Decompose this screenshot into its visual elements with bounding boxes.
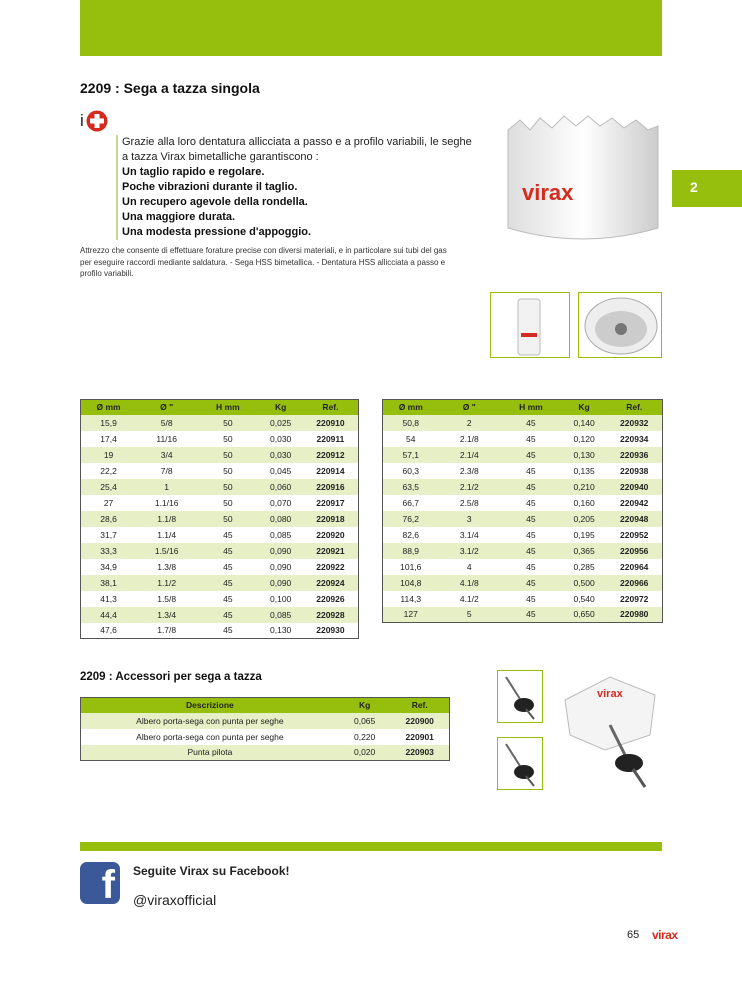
table-row bbox=[81, 745, 450, 761]
table-cell: 0,020 bbox=[339, 745, 391, 761]
table-cell: 11/16 bbox=[136, 431, 197, 447]
table-row bbox=[81, 543, 359, 559]
table-cell: 76,2 bbox=[383, 511, 439, 527]
ref-cell: 220901 bbox=[390, 729, 449, 745]
table-cell: 45 bbox=[500, 575, 562, 591]
ref-cell: 220966 bbox=[606, 575, 662, 591]
table-cell: 50,8 bbox=[383, 415, 439, 431]
table-cell: 60,3 bbox=[383, 463, 439, 479]
ref-cell: 220980 bbox=[606, 607, 662, 623]
table-cell: 45 bbox=[500, 591, 562, 607]
table-row bbox=[383, 607, 663, 623]
table-cell: 0,025 bbox=[258, 415, 302, 431]
chapter-tab: 2 bbox=[672, 170, 742, 207]
ref-cell: 220938 bbox=[606, 463, 662, 479]
column-header: Descrizione bbox=[81, 698, 339, 713]
table-cell: 38,1 bbox=[81, 575, 137, 591]
hole-saw-table-right bbox=[382, 399, 663, 623]
virax-logo: virax bbox=[652, 928, 678, 942]
feature-item: Un recupero agevole della rondella. bbox=[122, 196, 308, 208]
table-cell: 1.1/4 bbox=[136, 527, 197, 543]
ref-cell: 220932 bbox=[606, 415, 662, 431]
ref-cell: 220914 bbox=[303, 463, 359, 479]
table-cell: 47,6 bbox=[81, 623, 137, 639]
table-row bbox=[81, 713, 450, 729]
table-cell: 0,500 bbox=[562, 575, 607, 591]
table-row bbox=[81, 607, 359, 623]
ref-cell: 220930 bbox=[303, 623, 359, 639]
table-row bbox=[81, 559, 359, 575]
table-cell: 3/4 bbox=[136, 447, 197, 463]
ref-cell: 220920 bbox=[303, 527, 359, 543]
table-cell: 1.3/8 bbox=[136, 559, 197, 575]
table-cell: 0,045 bbox=[258, 463, 302, 479]
table-cell: 0,205 bbox=[562, 511, 607, 527]
table-cell: 0,060 bbox=[258, 479, 302, 495]
table-cell: 63,5 bbox=[383, 479, 439, 495]
table-cell: 45 bbox=[197, 591, 258, 607]
column-header: Ref. bbox=[390, 698, 449, 713]
table-cell: 0,135 bbox=[562, 463, 607, 479]
features-intro: Grazie alla loro dentatura allicciata a passo e a profilo variabili, le seghe a tazza Virax bimetalliche garantiscono : bbox=[122, 136, 472, 163]
table-cell: 0,030 bbox=[258, 447, 302, 463]
ref-cell: 220900 bbox=[390, 713, 449, 729]
table-cell: 104,8 bbox=[383, 575, 439, 591]
table-cell: 0,100 bbox=[258, 591, 302, 607]
column-header: Ø " bbox=[136, 400, 197, 415]
table-cell: 44,4 bbox=[81, 607, 137, 623]
table-cell: 7/8 bbox=[136, 463, 197, 479]
table-cell: 0,030 bbox=[258, 431, 302, 447]
arbor-with-saw-image bbox=[555, 665, 665, 790]
table-cell: 0,210 bbox=[562, 479, 607, 495]
column-header: Kg bbox=[258, 400, 302, 415]
column-header: Ø " bbox=[439, 400, 501, 415]
table-row bbox=[81, 431, 359, 447]
table-cell: 45 bbox=[500, 415, 562, 431]
hole-saw-image bbox=[500, 100, 665, 250]
table-row bbox=[81, 527, 359, 543]
ref-cell: 220942 bbox=[606, 495, 662, 511]
info-letter: i bbox=[80, 111, 84, 130]
ref-cell: 220912 bbox=[303, 447, 359, 463]
feature-item: Poche vibrazioni durante il taglio. bbox=[122, 181, 298, 193]
table-cell: 101,6 bbox=[383, 559, 439, 575]
table-row bbox=[81, 591, 359, 607]
table-cell: 0,085 bbox=[258, 607, 302, 623]
footer-bar bbox=[80, 842, 662, 851]
table-cell: 3.1/4 bbox=[439, 527, 501, 543]
table-row bbox=[81, 511, 359, 527]
table-cell: 1.7/8 bbox=[136, 623, 197, 639]
column-header: Ref. bbox=[303, 400, 359, 415]
table-cell: 34,9 bbox=[81, 559, 137, 575]
table-row bbox=[383, 575, 663, 591]
table-cell: Albero porta-sega con punta per seghe bbox=[81, 713, 339, 729]
table-row bbox=[81, 463, 359, 479]
ref-cell: 220972 bbox=[606, 591, 662, 607]
table-cell: 50 bbox=[197, 511, 258, 527]
table-cell: 45 bbox=[500, 607, 562, 623]
table-cell: Albero porta-sega con punta per seghe bbox=[81, 729, 339, 745]
table-cell: 50 bbox=[197, 479, 258, 495]
info-marker bbox=[80, 110, 108, 132]
ref-cell: 220934 bbox=[606, 431, 662, 447]
ref-cell: 220948 bbox=[606, 511, 662, 527]
table-cell: 3 bbox=[439, 511, 501, 527]
table-cell: 45 bbox=[197, 543, 258, 559]
table-cell: 45 bbox=[197, 607, 258, 623]
table-cell: 4.1/2 bbox=[439, 591, 501, 607]
hole-saw-table-left bbox=[80, 399, 359, 639]
table-cell: 0,085 bbox=[258, 527, 302, 543]
column-header: Ref. bbox=[606, 400, 662, 415]
table-row bbox=[81, 495, 359, 511]
table-cell: 15,9 bbox=[81, 415, 137, 431]
table-cell: 27 bbox=[81, 495, 137, 511]
table-cell: 2 bbox=[439, 415, 501, 431]
page-title: 2209 : Sega a tazza singola bbox=[80, 80, 260, 96]
page-number: 65 bbox=[627, 929, 640, 941]
table-row bbox=[383, 495, 663, 511]
table-cell: 0,070 bbox=[258, 495, 302, 511]
table-cell: 45 bbox=[500, 559, 562, 575]
column-header: Ø mm bbox=[383, 400, 439, 415]
table-cell: Punta pilota bbox=[81, 745, 339, 761]
table-row bbox=[81, 575, 359, 591]
table-cell: 0,650 bbox=[562, 607, 607, 623]
table-cell: 1.3/4 bbox=[136, 607, 197, 623]
table-cell: 17,4 bbox=[81, 431, 137, 447]
table-row bbox=[81, 729, 450, 745]
ref-cell: 220917 bbox=[303, 495, 359, 511]
table-cell: 1.5/8 bbox=[136, 591, 197, 607]
table-row bbox=[81, 415, 359, 431]
table-cell: 114,3 bbox=[383, 591, 439, 607]
table-row bbox=[383, 431, 663, 447]
table-cell: 19 bbox=[81, 447, 137, 463]
accessories-title: 2209 : Accessori per sega a tazza bbox=[80, 671, 262, 683]
table-cell: 45 bbox=[500, 495, 562, 511]
table-cell: 1.1/2 bbox=[136, 575, 197, 591]
table-cell: 22,2 bbox=[81, 463, 137, 479]
table-cell: 4 bbox=[439, 559, 501, 575]
table-cell: 0,140 bbox=[562, 415, 607, 431]
table-row bbox=[81, 479, 359, 495]
table-header-row bbox=[383, 400, 663, 415]
table-cell: 0,065 bbox=[339, 713, 391, 729]
ref-cell: 220924 bbox=[303, 575, 359, 591]
table-cell: 0,540 bbox=[562, 591, 607, 607]
table-cell: 31,7 bbox=[81, 527, 137, 543]
table-cell: 45 bbox=[197, 623, 258, 639]
facebook-icon[interactable]: f bbox=[80, 862, 120, 904]
table-cell: 1 bbox=[136, 479, 197, 495]
table-cell: 2.1/8 bbox=[439, 431, 501, 447]
table-row bbox=[383, 447, 663, 463]
table-cell: 0,220 bbox=[339, 729, 391, 745]
table-cell: 41,3 bbox=[81, 591, 137, 607]
table-cell: 50 bbox=[197, 415, 258, 431]
ref-cell: 220936 bbox=[606, 447, 662, 463]
table-row bbox=[383, 527, 663, 543]
table-cell: 82,6 bbox=[383, 527, 439, 543]
table-cell: 127 bbox=[383, 607, 439, 623]
table-cell: 2.3/8 bbox=[439, 463, 501, 479]
table-cell: 45 bbox=[500, 463, 562, 479]
ref-cell: 220922 bbox=[303, 559, 359, 575]
table-row bbox=[383, 559, 663, 575]
table-row bbox=[383, 511, 663, 527]
table-header-row bbox=[81, 400, 359, 415]
table-cell: 0,130 bbox=[258, 623, 302, 639]
table-cell: 45 bbox=[500, 543, 562, 559]
table-cell: 45 bbox=[197, 559, 258, 575]
table-cell: 2.5/8 bbox=[439, 495, 501, 511]
hole-saw-thumbnail-small bbox=[490, 292, 570, 358]
ref-cell: 220956 bbox=[606, 543, 662, 559]
table-cell: 0,090 bbox=[258, 543, 302, 559]
facebook-handle[interactable]: @viraxofficial bbox=[133, 892, 217, 908]
svg-text:virax: virax bbox=[597, 688, 623, 700]
accessories-table bbox=[80, 697, 450, 761]
header-bar bbox=[80, 0, 662, 56]
column-header: Kg bbox=[339, 698, 391, 713]
table-row bbox=[383, 591, 663, 607]
table-header-row bbox=[81, 698, 450, 713]
table-cell: 45 bbox=[500, 447, 562, 463]
product-description: Attrezzo che consente di effettuare forature precise con diversi materiali, e in particolare sui tubi del gas per eseguire raccordi mediante saldatura. - Sega HSS bimetallica. - Dentatura HSS allicciata a passo e profilo variabili. bbox=[80, 246, 447, 278]
table-cell: 1.5/16 bbox=[136, 543, 197, 559]
column-header: Kg bbox=[562, 400, 607, 415]
table-row bbox=[383, 543, 663, 559]
table-cell: 45 bbox=[500, 527, 562, 543]
column-header: H mm bbox=[197, 400, 258, 415]
table-cell: 50 bbox=[197, 495, 258, 511]
table-cell: 5 bbox=[439, 607, 501, 623]
table-cell: 50 bbox=[197, 447, 258, 463]
table-cell: 45 bbox=[197, 575, 258, 591]
table-cell: 57,1 bbox=[383, 447, 439, 463]
table-cell: 0,365 bbox=[562, 543, 607, 559]
table-cell: 25,4 bbox=[81, 479, 137, 495]
ref-cell: 220952 bbox=[606, 527, 662, 543]
feature-item: Una maggiore durata. bbox=[122, 211, 236, 223]
arbor-image-1 bbox=[497, 670, 543, 723]
ref-cell: 220910 bbox=[303, 415, 359, 431]
ref-cell: 220903 bbox=[390, 745, 449, 761]
arbor-image-2 bbox=[497, 737, 543, 790]
table-cell: 0,160 bbox=[562, 495, 607, 511]
table-cell: 0,120 bbox=[562, 431, 607, 447]
table-row bbox=[383, 415, 663, 431]
facebook-title: Seguite Virax su Facebook! bbox=[133, 864, 290, 878]
ref-cell: 220921 bbox=[303, 543, 359, 559]
feature-item: Un taglio rapido e regolare. bbox=[122, 166, 265, 178]
table-cell: 5/8 bbox=[136, 415, 197, 431]
table-cell: 66,7 bbox=[383, 495, 439, 511]
table-cell: 54 bbox=[383, 431, 439, 447]
table-cell: 2.1/2 bbox=[439, 479, 501, 495]
features-block bbox=[116, 135, 476, 240]
table-cell: 45 bbox=[500, 431, 562, 447]
ref-cell: 220964 bbox=[606, 559, 662, 575]
column-header: Ø mm bbox=[81, 400, 137, 415]
feature-item: Una modesta pressione d'appoggio. bbox=[122, 226, 312, 238]
ref-cell: 220926 bbox=[303, 591, 359, 607]
table-cell: 50 bbox=[197, 431, 258, 447]
table-cell: 0,080 bbox=[258, 511, 302, 527]
table-cell: 1.1/8 bbox=[136, 511, 197, 527]
table-cell: 3.1/2 bbox=[439, 543, 501, 559]
table-cell: 0,195 bbox=[562, 527, 607, 543]
table-row bbox=[383, 479, 663, 495]
hole-saw-thumbnail-large bbox=[578, 292, 662, 358]
ref-cell: 220928 bbox=[303, 607, 359, 623]
table-cell: 4.1/8 bbox=[439, 575, 501, 591]
ref-cell: 220911 bbox=[303, 431, 359, 447]
table-cell: 33,3 bbox=[81, 543, 137, 559]
table-row bbox=[383, 463, 663, 479]
table-row bbox=[81, 447, 359, 463]
table-cell: 0,090 bbox=[258, 559, 302, 575]
column-header: H mm bbox=[500, 400, 562, 415]
table-row bbox=[81, 623, 359, 639]
table-cell: 0,090 bbox=[258, 575, 302, 591]
table-cell: 45 bbox=[197, 527, 258, 543]
ref-cell: 220918 bbox=[303, 511, 359, 527]
ref-cell: 220940 bbox=[606, 479, 662, 495]
table-cell: 28,6 bbox=[81, 511, 137, 527]
table-cell: 0,285 bbox=[562, 559, 607, 575]
table-cell: 50 bbox=[197, 463, 258, 479]
table-cell: 0,130 bbox=[562, 447, 607, 463]
table-cell: 45 bbox=[500, 511, 562, 527]
table-cell: 45 bbox=[500, 479, 562, 495]
ref-cell: 220916 bbox=[303, 479, 359, 495]
table-cell: 88,9 bbox=[383, 543, 439, 559]
table-cell: 2.1/4 bbox=[439, 447, 501, 463]
table-cell: 1.1/16 bbox=[136, 495, 197, 511]
product-logo: virax bbox=[522, 180, 574, 205]
swiss-cross-icon bbox=[86, 110, 108, 132]
